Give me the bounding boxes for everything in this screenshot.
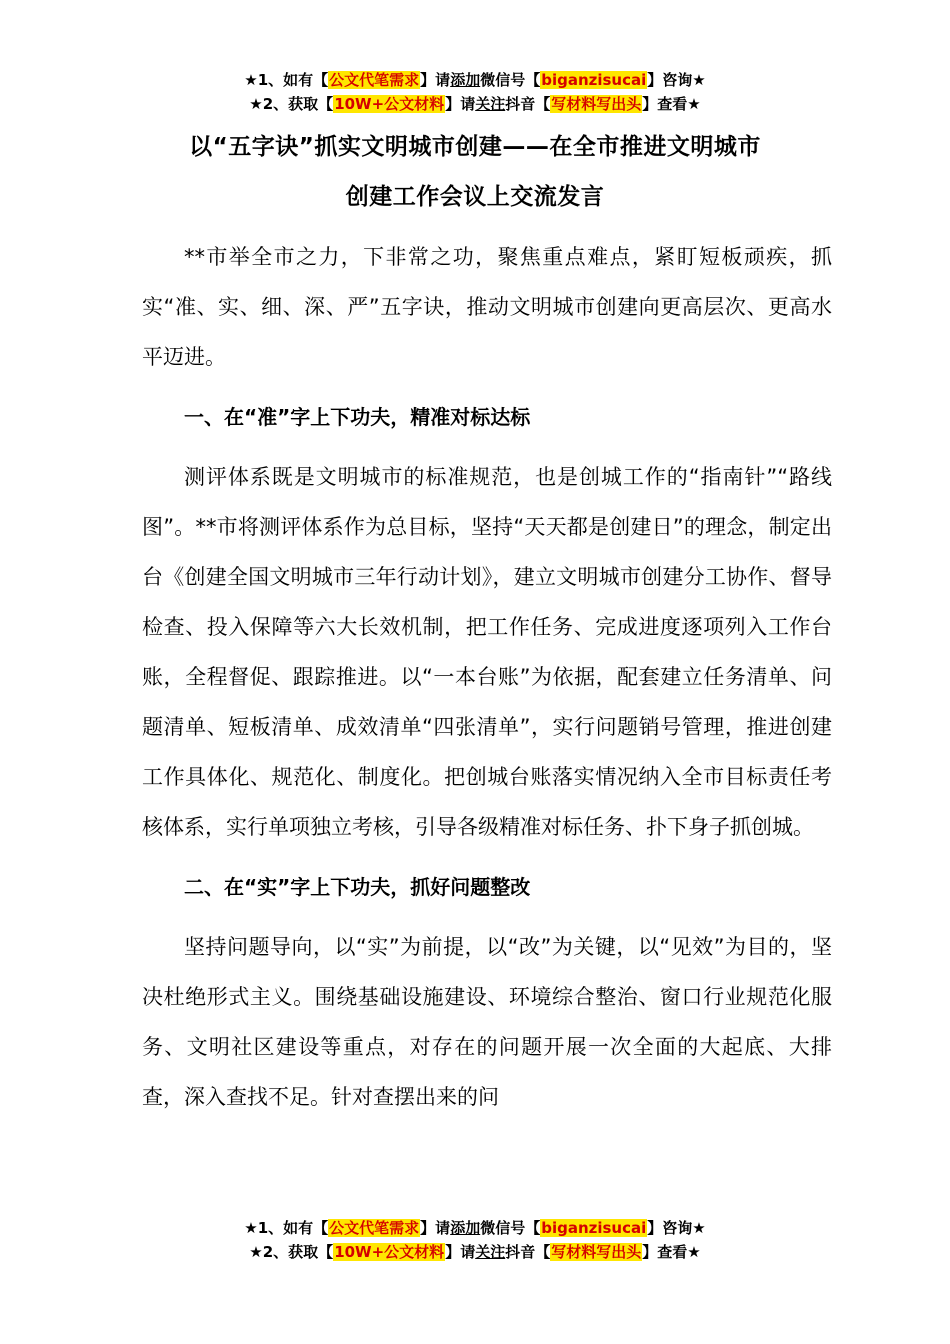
banner-text: 】咨询★ xyxy=(647,71,706,89)
banner-highlight-materials: 10W+公文材料 xyxy=(334,1243,445,1261)
banner-text: 】查看★ xyxy=(642,1243,701,1261)
title-line-1: 以“五字诀”抓实文明城市创建——在全市推进文明城市 xyxy=(189,134,761,160)
banner-text: 】请 xyxy=(445,1243,476,1261)
banner-highlight-douyin: 写材料写出头 xyxy=(551,1243,642,1261)
banner-text: 抖音【 xyxy=(505,1243,551,1261)
section-1-paragraph: 测评体系既是文明城市的标准规范，也是创城工作的“指南针”“路线图”。**市将测评体系作为总目标，坚持“天天都是创建日”的理念，制定出台《创建全国文明城市三年行动计划》，建立文明城市创建分工协作、督导检查、投入保障等六大长效机制，把工作任务、完成进度逐项列入工作台账，全程督促、跟踪推进。以“一本台账”为依据，配套建立任务清单、问题清单、短板清单、成效清单“四张清单”，实行问题销号管理，推进创建工作具体化、规范化、制度化。把创城台账落实情况纳入全市目标责任考核体系，实行单项独立考核，引导各级精准对标任务、扑下身子抓创城。 xyxy=(142,465,832,839)
banner-text: 微信号【 xyxy=(480,71,541,89)
banner-highlight-service: 公文代笔需求 xyxy=(329,1219,420,1237)
banner-highlight-wechat-id: biganzisucai xyxy=(541,1219,647,1237)
banner-highlight-douyin: 写材料写出头 xyxy=(551,95,642,113)
banner-text: 抖音【 xyxy=(505,95,551,113)
banner-underline-add: 添加 xyxy=(450,71,481,89)
banner-text: 】咨询★ xyxy=(647,1219,706,1237)
banner-highlight-wechat-id: biganzisucai xyxy=(541,71,647,89)
title-line-2: 创建工作会议上交流发言 xyxy=(345,184,605,210)
section-heading-1: 一、在“准”字上下功夫，精准对标达标 xyxy=(184,405,531,429)
banner-text: 】请 xyxy=(420,71,451,89)
footer-banner xyxy=(0,1216,950,1264)
section-2-paragraph: 坚持问题导向，以“实”为前提，以“改”为关键，以“见效”为目的，坚决杜绝形式主义。围绕基础设施建设、环境综合整治、窗口行业规范化服务、文明社区建设等重点，对存在的问题开展一次全面的大起底、大排查，深入查找不足。针对查摆出来的问 xyxy=(142,935,832,1109)
document-body xyxy=(142,232,832,1132)
banner-text: 微信号【 xyxy=(480,1219,541,1237)
banner-text: 】查看★ xyxy=(642,95,701,113)
banner-text: 】请 xyxy=(445,95,476,113)
intro-paragraph: **市举全市之力，下非常之功，聚焦重点难点，紧盯短板顽疾，抓实“准、实、细、深、严”五字诀，推动文明城市创建向更高层次、更高水平迈进。 xyxy=(142,245,832,369)
banner-underline-follow: 关注 xyxy=(475,95,506,113)
banner-underline-add: 添加 xyxy=(450,1219,481,1237)
banner-text: ★1、如有【 xyxy=(244,1219,329,1237)
banner-text: 】请 xyxy=(420,1219,451,1237)
banner-highlight-service: 公文代笔需求 xyxy=(329,71,420,89)
banner-underline-follow: 关注 xyxy=(475,1243,506,1261)
banner-highlight-materials: 10W+公文材料 xyxy=(334,95,445,113)
banner-text: ★1、如有【 xyxy=(244,71,329,89)
banner-line-2 xyxy=(0,92,950,116)
section-heading-2: 二、在“实”字上下功夫，抓好问题整改 xyxy=(184,875,531,899)
banner-text: ★2、获取【 xyxy=(249,1243,334,1261)
banner-line-1 xyxy=(0,68,950,92)
banner-text: ★2、获取【 xyxy=(249,95,334,113)
banner-line-1 xyxy=(0,1216,950,1240)
header-banner xyxy=(0,68,950,116)
document-title xyxy=(60,122,890,222)
banner-line-2 xyxy=(0,1240,950,1264)
